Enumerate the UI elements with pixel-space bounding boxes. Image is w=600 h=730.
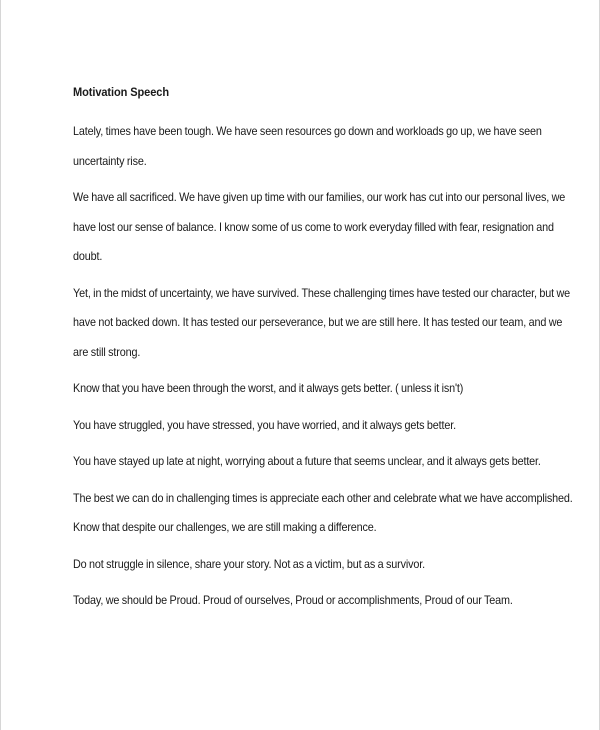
paragraph-line: The best we can do in challenging times is appreciate each other and celebrate what we have accomplished.	[73, 490, 573, 505]
paragraph-line: are still strong.	[73, 344, 141, 359]
paragraph-9	[73, 586, 547, 616]
paragraph-line: Know that despite our challenges, we are still making a difference.	[73, 520, 377, 534]
paragraph-7	[73, 484, 573, 543]
document-title: Motivation Speech	[73, 85, 169, 99]
paragraph-line: Today, we should be Proud. Proud of ourselves, Proud or accomplishments, Proud of our Team.	[73, 593, 513, 607]
paragraph-line: have lost our sense of balance. I know some of us come to work everyday filled with fear, resignation and	[73, 219, 554, 234]
paragraph-line: doubt.	[73, 249, 103, 263]
document-body	[73, 84, 573, 623]
paragraph-line: have not backed down. It has tested our perseverance, but we are still here. It has tested our team, and we	[73, 315, 563, 329]
paragraph-8	[73, 550, 547, 580]
paragraph-line: We have all sacrificed. We have given up time with our families, our work has cut into our personal lives, we	[73, 190, 566, 204]
paragraph-4	[73, 374, 547, 404]
paragraph-line: Know that you have been through the worst, and it always gets better. ( unless it isn't)	[73, 381, 464, 395]
paragraph-line: Do not struggle in silence, share your story. Not as a victim, but as a survivor.	[73, 556, 426, 571]
paragraph-line: You have struggled, you have stressed, you have worried, and it always gets better.	[73, 417, 456, 432]
paragraph-2	[73, 183, 566, 272]
paragraph-line: You have stayed up late at night, worrying about a future that seems unclear, and it always gets better.	[73, 454, 541, 468]
paragraph-1	[73, 117, 547, 176]
paragraph-line: Yet, in the midst of uncertainty, we have survived. These challenging times have tested our character, but we	[73, 285, 571, 300]
paragraph-5	[73, 411, 547, 441]
paragraph-6	[73, 447, 547, 477]
paragraph-line: Lately, times have been tough. We have seen resources go down and workloads go up, we have seen	[73, 124, 542, 138]
paragraph-line: uncertainty rise.	[73, 153, 147, 168]
paragraph-3	[73, 279, 571, 368]
